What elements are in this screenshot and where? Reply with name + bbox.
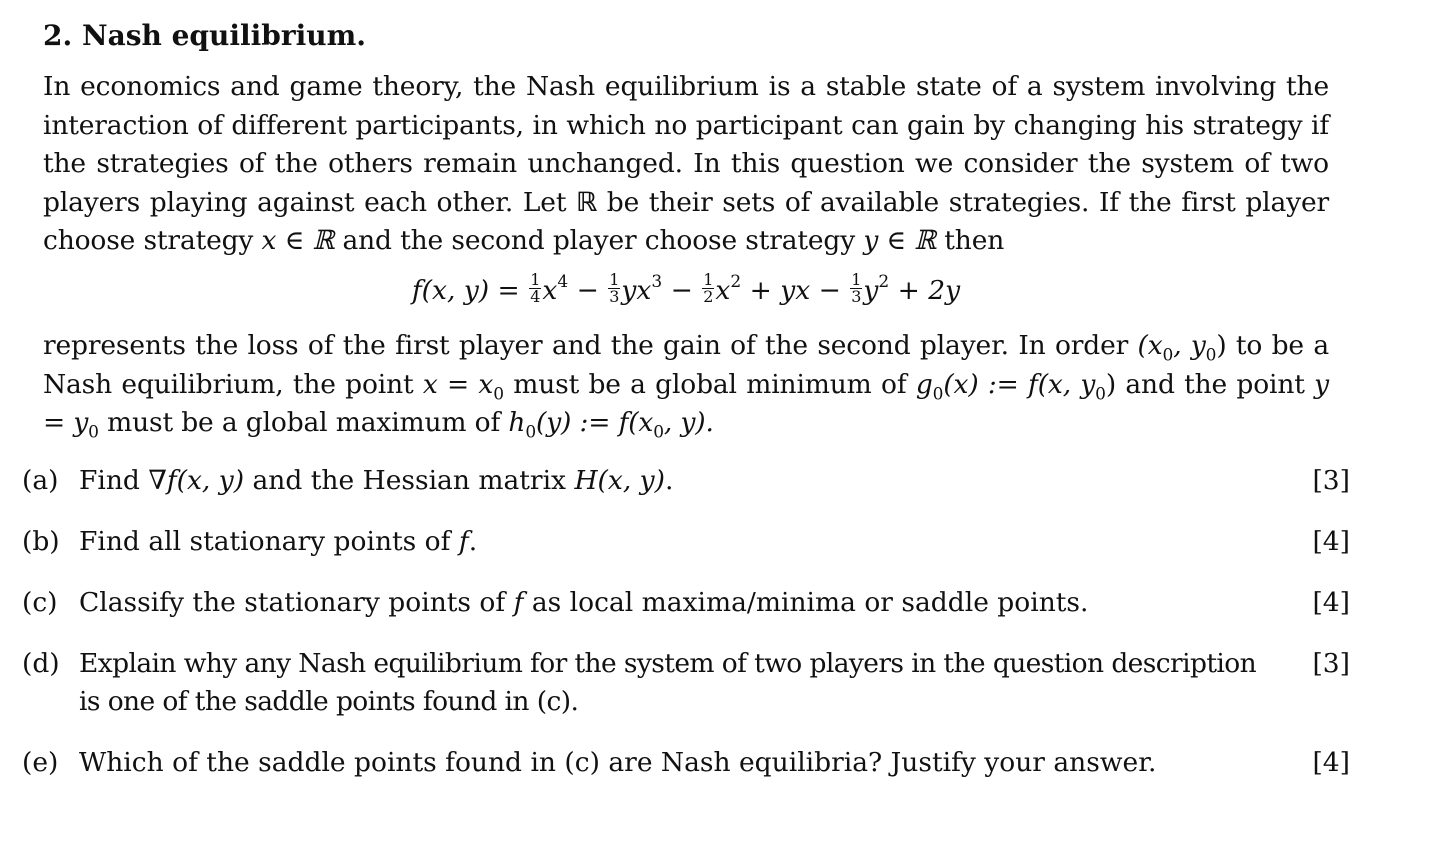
math-sub: 0 — [493, 383, 504, 404]
math: (x) := f(x, y — [943, 368, 1096, 400]
fraction-third — [608, 272, 620, 305]
math: ) — [1105, 368, 1117, 400]
math-sub: 0 — [1205, 345, 1217, 366]
term-linear: + yx − — [741, 274, 850, 306]
term-power: 4 — [557, 272, 569, 293]
part-label: (a) — [22, 465, 59, 496]
frac-num: 1 — [703, 270, 714, 290]
part-marks: [4] — [1312, 526, 1350, 557]
part-text-segment: as local maxima/minima or saddle points. — [523, 587, 1089, 618]
part-text-line-2: is one of the saddle points found in (c). — [79, 686, 579, 717]
formula-lhs: f(x, y) = — [411, 274, 529, 306]
operator: − — [568, 274, 608, 306]
frac-num: 1 — [609, 270, 620, 290]
part-math: f(x, y) — [166, 465, 245, 496]
math: (x — [1137, 329, 1163, 361]
part-text-segment: . — [665, 465, 674, 496]
question-heading: 2. Nash equilibrium. — [43, 19, 366, 52]
def-text-2: to be a Nash equilibrium, the point — [43, 329, 1330, 400]
part-math: f — [458, 526, 469, 557]
part-label: (d) — [22, 648, 60, 679]
part-text — [79, 462, 1289, 500]
part-marks: [4] — [1312, 587, 1350, 618]
intro-paragraph — [43, 68, 1329, 261]
part-label: (c) — [22, 587, 58, 618]
term-power: 2 — [730, 272, 742, 293]
term-var: x — [542, 274, 558, 306]
term-power: 2 — [878, 272, 890, 293]
frac-den: 3 — [851, 287, 862, 307]
part-text — [79, 523, 1289, 561]
math: y = y — [43, 368, 1329, 439]
part-label: (e) — [22, 747, 59, 778]
part-text-line-1: Explain why any Nash equilibrium for the system of two players in the question description — [79, 648, 1257, 679]
math: x = x — [422, 368, 494, 400]
operator: − — [662, 274, 702, 306]
math-sub: 0 — [653, 422, 664, 443]
def-text-5: must be a global maximum of — [98, 407, 509, 439]
def-text-4: and the point — [1116, 368, 1315, 400]
part-label: (b) — [22, 526, 60, 557]
frac-den: 3 — [609, 287, 620, 307]
term-var: x — [715, 274, 731, 306]
strategy-x: x ∈ ℝ — [261, 225, 335, 257]
math: ) — [1216, 329, 1227, 361]
math-sub: 0 — [88, 422, 99, 443]
part-marks: [4] — [1312, 747, 1350, 778]
math: h — [508, 407, 526, 439]
frac-num: 1 — [851, 270, 862, 290]
part-text-segment: Find all stationary points of — [79, 526, 459, 557]
frac-den: 2 — [703, 287, 714, 307]
part-math: f — [513, 587, 524, 618]
frac-den: 4 — [530, 287, 541, 307]
part-text-segment: Which of the saddle points found in (c) are Nash equilibria? Justify your answer. — [79, 747, 1157, 778]
math-sub: 0 — [932, 383, 944, 404]
intro-text-3: and the second player choose strategy — [334, 225, 864, 257]
math: (y) := f(x — [536, 407, 654, 439]
math-sub: 0 — [1095, 383, 1106, 404]
math-sub: 0 — [1162, 345, 1174, 366]
definition-paragraph — [43, 327, 1329, 443]
term-var: yx — [621, 274, 652, 306]
part-text-segment: and the Hessian matrix — [244, 465, 575, 496]
strategy-y: y ∈ ℝ — [863, 225, 937, 257]
math-sub: 0 — [525, 422, 536, 443]
fraction-quarter — [529, 272, 541, 305]
loss-function-formula — [43, 267, 1329, 315]
math: , y). — [663, 407, 714, 439]
math: , y — [1173, 329, 1206, 361]
part-text — [79, 744, 1289, 782]
part-marks: [3] — [1312, 648, 1350, 679]
term-const: + 2y — [889, 274, 961, 306]
question-page — [43, 14, 1393, 443]
part-text-segment: Classify the stationary points of — [79, 587, 514, 618]
fraction-third-2 — [850, 272, 862, 305]
intro-text-1: In economics and game theory, the Nash equilibrium is a stable state of a system involving the interaction of different participants, in which no participant can gain by changing his strategy if the strategies of the others remain unchanged. In this question we consider the system of two players playing against each other. Let — [43, 71, 1329, 218]
part-marks: [3] — [1312, 465, 1350, 496]
part-text — [79, 584, 1289, 622]
fraction-half — [702, 272, 714, 305]
part-text-segment: . — [468, 526, 478, 557]
real-set-symbol: ℝ — [576, 186, 598, 218]
math: g — [915, 368, 933, 400]
part-text-segment: Find ∇ — [79, 465, 167, 496]
term-power: 3 — [651, 272, 663, 293]
def-text-1: represents the loss of the first player and the gain of the second player. In order — [43, 329, 1138, 361]
part-math: H(x, y) — [574, 465, 665, 496]
term-var: y — [863, 274, 879, 306]
frac-num: 1 — [530, 270, 541, 290]
part-text — [79, 645, 1289, 721]
intro-text-4: then — [936, 225, 1005, 257]
def-text-3: must be a global minimum of — [503, 368, 916, 400]
intro-text-2: be their sets of available strategies. If the first player choose strategy — [43, 186, 1330, 257]
